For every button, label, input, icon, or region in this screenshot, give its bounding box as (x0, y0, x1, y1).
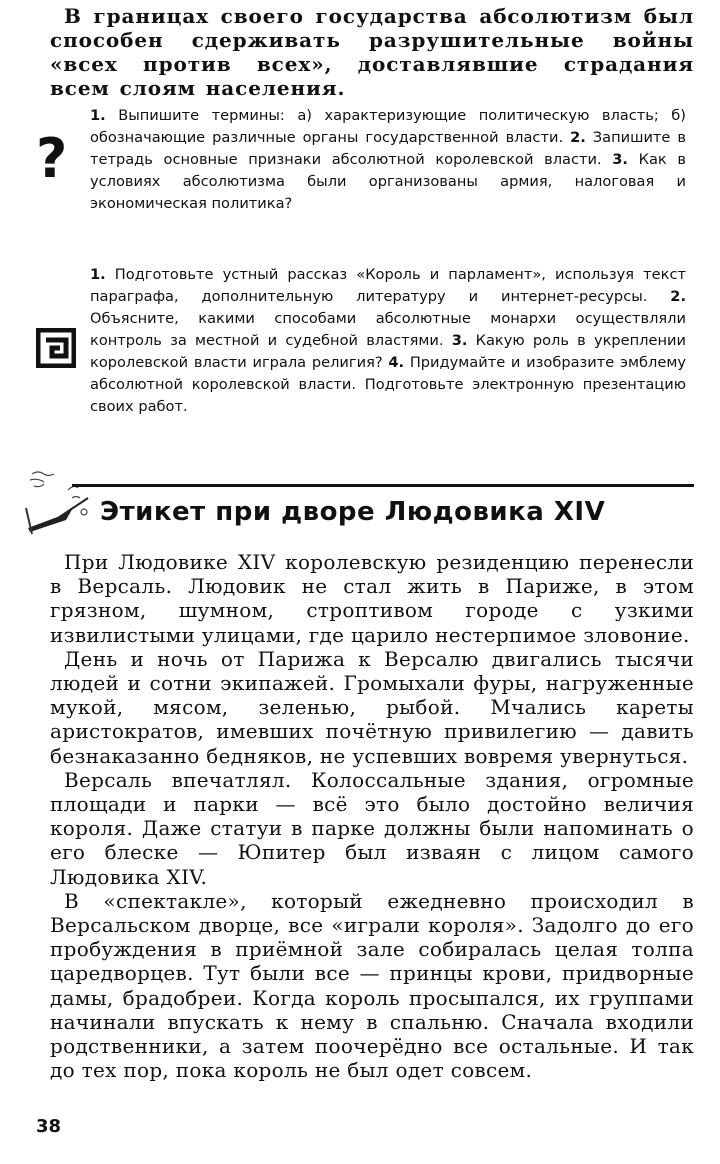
body-paragraph: В «спектакле», который ежедневно происходил в Версальском дворце, все «играли короля». Задолго до его пробуждения в приёмной зале собиралась целая толпа царедворцев. Тут были все — принцы крови, придворные дамы, брадобреи. Когда король просыпался, их группами начинали впускать к нему в спальню. Сначала входили родственники, а затем поочерёдно все остальные. И так до тех пор, пока король не был одет совсем. (50, 888, 694, 1083)
quill-decoration-icon (22, 468, 102, 540)
task-spiral-icon (36, 328, 76, 368)
task-number: 2. (670, 288, 686, 305)
body-paragraph: Версаль впечатлял. Колоссальные здания, огромные площади и парки — всё это было достойно величия короля. Даже статуи в парке должны были напоминать о его блеске — Юпитер был изваян с лицом самого Людовика XIV. (50, 767, 694, 889)
task-text: Придумайте и изобразите эмблему абсолютной королевской власти. Подготовьте электронную презентацию своих работ. (90, 354, 686, 415)
task-number: 4. (388, 354, 405, 371)
question-text: Запишите в тетрадь основные признаки абсолютной королевской власти. (90, 129, 686, 168)
section-body (50, 550, 694, 1082)
question-number: 2. (570, 129, 586, 146)
section-title: Этикет при дворе Людовика XIV (100, 497, 606, 527)
task-number: 3. (451, 332, 468, 349)
task-text: Подготовьте устный рассказ «Король и парламент», используя текст параграфа, дополнительную литературу и интернет-ресурсы. (90, 266, 686, 305)
intro-paragraph (50, 4, 694, 100)
question-number: 3. (612, 151, 628, 168)
question-text: Выпишите термины: а) характеризующие политическую власть; б) обозначающие различные органы государственной власти. (90, 107, 686, 146)
task-number: 1. (90, 266, 106, 283)
intro-text: В границах своего государства абсолютизм был способен сдерживать разрушительные войны «всех против всех», доставлявшие страдания всем слоям населения. (50, 4, 694, 100)
questions-block (90, 105, 686, 215)
page-number: 38 (36, 1116, 62, 1137)
body-paragraph: При Людовике XIV королевскую резиденцию перенесли в Версаль. Людовик не стал жить в Париже, в этом грязном, шумном, строптивом городе с узкими извилистыми улицами, где царило нестерпимое зловоние. (50, 550, 694, 647)
task-text: Какую роль в укреплении королевской власти играла религия? (90, 332, 687, 371)
question-text: Как в условиях абсолютизма были организованы армия, налоговая и экономическая политика? (90, 151, 686, 212)
question-number: 1. (90, 107, 106, 124)
question-mark-icon: ? (36, 127, 68, 190)
tasks-block (90, 264, 686, 418)
task-text: Объясните, какими способами абсолютные монархи осуществляли контроль за местной и судебной властями. (90, 310, 686, 349)
heading-rule (72, 484, 694, 487)
body-paragraph: День и ночь от Парижа к Версалю двигались тысячи людей и сотни экипажей. Громыхали фуры, нагруженные мукой, мясом, зеленью, рыбой. Мчались кареты аристократов, имевших почётную привилегию — давить безнаказанно бедняков, не успевших вовремя увернуться. (50, 646, 694, 768)
